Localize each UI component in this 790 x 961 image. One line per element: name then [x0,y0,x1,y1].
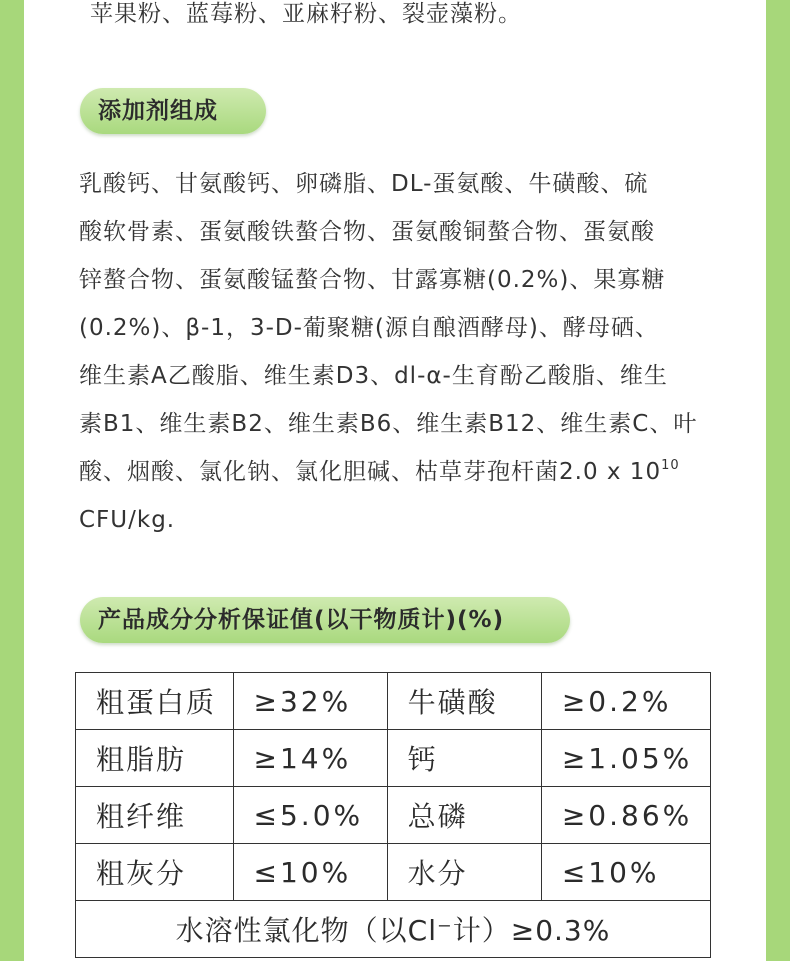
analysis-section-title: 产品成分分析保证值(以干物质计)(%) [80,597,570,643]
nutrient-name: 牛磺酸 [387,673,541,730]
table-row [76,730,711,787]
table-row [76,901,711,958]
additives-line: 乳酸钙、甘氨酸钙、卵磷脂、DL-蛋氨酸、牛磺酸、硫 [79,171,649,197]
additives-line: CFU/kg. [79,507,176,533]
nutrient-name: 水分 [387,844,541,901]
nutrient-name: 粗脂肪 [76,730,234,787]
exponent: 10 [661,458,680,473]
nutrient-value: ≥32% [233,673,387,730]
additives-line: (0.2%)、β-1，3-D-葡聚糖(源自酿酒酵母)、酵母硒、 [79,315,659,341]
additives-line: 锌螯合物、蛋氨酸锰螯合物、甘露寡糖(0.2%)、果寡糖 [79,267,666,293]
nutrient-name: 总磷 [387,787,541,844]
nutrient-value: ≥14% [233,730,387,787]
additives-line: 酸、烟酸、氯化钠、氯化胆碱、枯草芽孢杆菌2.0 x 10 [79,459,662,485]
table-row [76,673,711,730]
product-info-panel [24,0,766,961]
nutrient-value: ≥1.05% [541,730,710,787]
nutrient-name: 钙 [387,730,541,787]
nutrient-name: 粗纤维 [76,787,234,844]
nutrient-value: ≤5.0% [233,787,387,844]
guarantee-table [75,672,711,958]
nutrient-value: ≥0.86% [541,787,710,844]
nutrient-value: ≥0.2% [541,673,710,730]
additives-line: 酸软骨素、蛋氨酸铁螯合物、蛋氨酸铜螯合物、蛋氨酸 [79,219,655,245]
table-row [76,787,711,844]
ingredients-tail-text: 苹果粉、蓝莓粉、亚麻籽粉、裂壶藻粉。 [90,1,522,27]
additives-line: 维生素A乙酸脂、维生素D3、dl-α-生育酚乙酸脂、维生 [79,363,668,389]
nutrient-value: ≤10% [233,844,387,901]
table-row [76,844,711,901]
chloride-note: 水溶性氯化物（以Cl⁻计）≥0.3% [76,901,711,958]
additives-line: 素B1、维生素B2、维生素B6、维生素B12、维生素C、叶 [79,411,698,437]
additives-paragraph [79,160,711,544]
additives-section-title: 添加剂组成 [80,88,266,134]
nutrient-name: 粗灰分 [76,844,234,901]
nutrient-name: 粗蛋白质 [76,673,234,730]
nutrient-value: ≤10% [541,844,710,901]
additives-line-with-exponent [79,448,711,496]
